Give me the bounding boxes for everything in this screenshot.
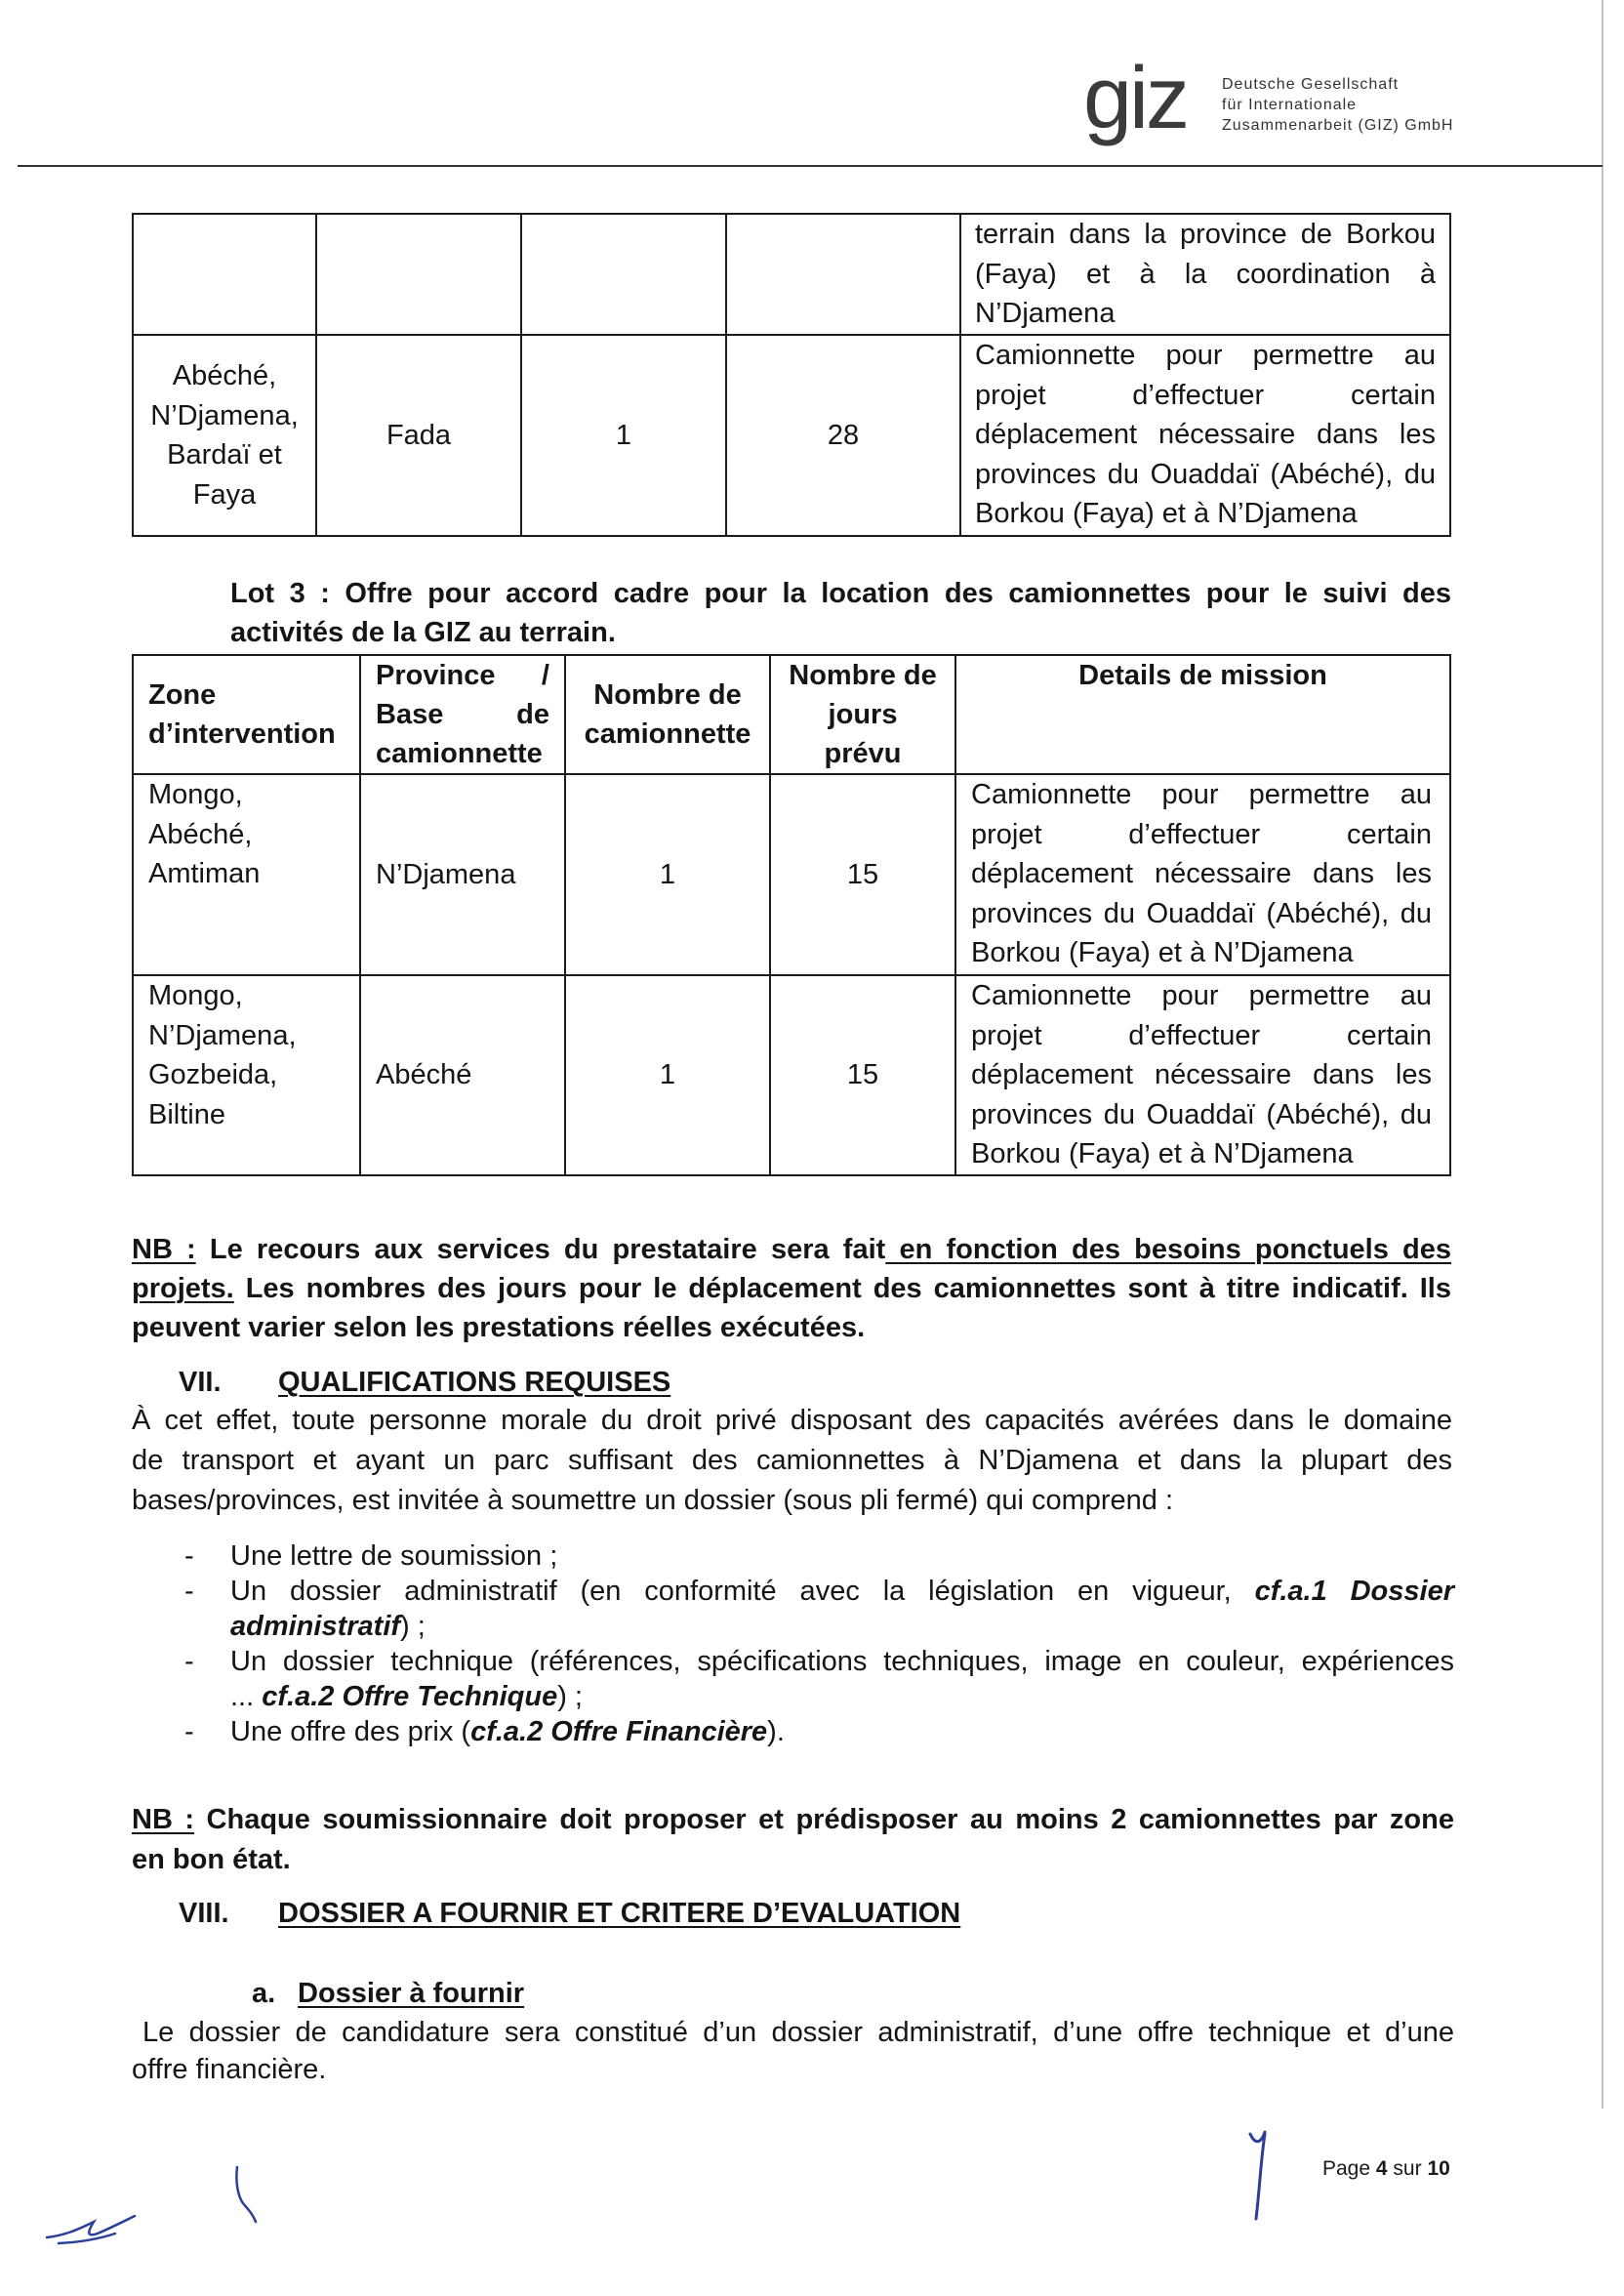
text-line: provinces du Ouaddaï (Abéché), du: [971, 1098, 1432, 1130]
total-pages: 10: [1427, 2157, 1450, 2180]
header-mission: Details de mission: [955, 655, 1450, 774]
of-label: sur: [1393, 2157, 1422, 2180]
subsection-title: Dossier à fournir: [298, 1978, 525, 2009]
base-cell: [316, 214, 521, 335]
list-item: [184, 1574, 1454, 1644]
item-reference: cf.a.2 Offre Technique: [262, 1681, 558, 1712]
text-line: déplacement nécessaire dans les: [971, 858, 1432, 889]
days-cell: 15: [770, 774, 955, 975]
item-text: ) ;: [400, 1611, 426, 1642]
base-cell: Abéché: [360, 975, 565, 1175]
text-line: Camionnette pour permettre au: [975, 340, 1436, 371]
nb-note-services: [132, 1230, 1451, 1347]
handwritten-mark: [236, 2167, 256, 2222]
header-rule: [18, 165, 1603, 167]
mission-cell: [960, 335, 1450, 536]
current-page: 4: [1375, 2157, 1388, 2180]
handwritten-initial: [1250, 2132, 1265, 2219]
item-reference: administratif: [230, 1611, 401, 1642]
text-line: camionnette: [376, 738, 543, 769]
vehicle-count-cell: [521, 214, 726, 335]
zone-cell: [133, 975, 360, 1175]
dossier-paragraph: [132, 2014, 1454, 2088]
qualifications-paragraph: [132, 1401, 1452, 1521]
zone-cell: [133, 214, 316, 335]
base-cell: N’Djamena: [360, 774, 565, 975]
list-item: [184, 1538, 1454, 1574]
vehicle-table-continued: [132, 213, 1451, 537]
mission-cell: [960, 214, 1450, 335]
nb-text: Les nombres des jours pour le déplacement des camionnettes sont à titre indicatif. Ils: [233, 1273, 1451, 1304]
text-line: activités de la GIZ au terrain.: [230, 617, 616, 648]
text-line: Abéché,: [148, 818, 253, 850]
days-cell: 28: [726, 335, 960, 536]
text-line: Nombre de: [593, 679, 742, 711]
text-line: Bardaï et: [167, 439, 282, 471]
scan-edge-line: [1602, 0, 1604, 2109]
text-line: À cet effet, toute personne morale du droit privé disposant des capacités avérées dans le domaine: [132, 1405, 1452, 1436]
item-text: ).: [767, 1716, 785, 1747]
nb-text: Chaque soumissionnaire doit proposer et prédisposer au moins 2 camionnettes par zone: [194, 1804, 1454, 1835]
vehicle-count-cell: 1: [521, 335, 726, 536]
table-header-row: [133, 655, 1450, 774]
text-line: Base de: [376, 699, 549, 730]
base-cell: Fada: [316, 335, 521, 536]
header-zone: [133, 655, 360, 774]
lot-3-table: [132, 654, 1451, 1176]
zone-cell: [133, 335, 316, 536]
text-line: projet d’effectuer certain: [971, 1019, 1432, 1051]
mission-cell: [955, 774, 1450, 975]
text-line: [230, 1714, 1454, 1749]
vehicle-count-cell: 1: [565, 975, 770, 1175]
item-reference: cf.a.1 Dossier: [1254, 1576, 1454, 1607]
table-row: [133, 214, 1450, 335]
text-line: Zone: [148, 679, 217, 711]
text-line: Le dossier de candidature sera constitué d’un dossier administratif, d’une offre technique et d’une: [142, 2017, 1454, 2048]
handwritten-signature: [47, 2216, 135, 2243]
section-number: VIII.: [179, 1898, 229, 1929]
text-line: Lot 3 : Offre pour accord cadre pour la location des camionnettes pour le suivi des: [230, 578, 1451, 609]
text-line: bases/provinces, est invitée à soumettre un dossier (sous pli fermé) qui comprend :: [132, 1485, 1174, 1516]
text-line: déplacement nécessaire dans les: [971, 1059, 1432, 1090]
text-line: peuvent varier selon les prestations réelles exécutées.: [132, 1312, 866, 1343]
section-number: VII.: [179, 1367, 222, 1398]
header-days: [770, 655, 955, 774]
section-title: QUALIFICATIONS REQUISES: [278, 1367, 671, 1398]
requirements-list: [184, 1538, 1454, 1749]
table-row: [133, 975, 1450, 1175]
text-line: de transport et ayant un parc suffisant des camionnettes à N’Djamena et dans la plupart des: [132, 1445, 1452, 1476]
text-line: N’Djamena: [975, 298, 1116, 329]
text-line: Nombre de: [789, 660, 937, 691]
text-line: Borkou (Faya) et à N’Djamena: [975, 498, 1358, 529]
days-cell: [726, 214, 960, 335]
text-line: Un dossier technique (références, spécifications techniques, image en couleur, expériences: [230, 1646, 1454, 1677]
header-vehicle-count: [565, 655, 770, 774]
list-dash: -: [184, 1716, 194, 1747]
text-line: [132, 1230, 1451, 1269]
nb-underlined-text: projets.: [132, 1273, 234, 1304]
text-line: Mongo,: [148, 779, 243, 810]
text-line: Camionnette pour permettre au: [971, 779, 1432, 810]
item-text: Une offre des prix (: [230, 1716, 471, 1747]
list-dash: -: [184, 1576, 194, 1607]
zone-cell: [133, 774, 360, 975]
item-text: ) ;: [557, 1681, 583, 1712]
logo-text-line: für Internationale: [1222, 97, 1358, 113]
logo-text-line: Deutsche Gesellschaft: [1222, 76, 1400, 93]
text-line: (Faya) et à la coordination à: [975, 258, 1436, 290]
logo-text-line: Zusammenarbeit (GIZ) GmbH: [1222, 117, 1454, 134]
item-reference: cf.a.2 Offre Financière: [470, 1716, 768, 1747]
page-number: [1322, 2156, 1450, 2182]
list-item: [184, 1644, 1454, 1714]
text-line: Une lettre de soumission ;: [230, 1540, 558, 1572]
item-text: ...: [230, 1681, 263, 1712]
list-item: [184, 1714, 1454, 1749]
text-line: Abéché,: [172, 360, 277, 391]
text-line: Camionnette pour permettre au: [971, 980, 1432, 1011]
list-dash: -: [184, 1540, 194, 1572]
text-line: Gozbeida,: [148, 1059, 278, 1090]
text-line: Borkou (Faya) et à N’Djamena: [971, 1138, 1354, 1169]
text-line: offre financière.: [132, 2054, 327, 2085]
text-line: Borkou (Faya) et à N’Djamena: [971, 937, 1354, 968]
lot-3-heading: [230, 574, 1451, 652]
text-line: déplacement nécessaire dans les: [975, 419, 1436, 450]
giz-logo: giz: [1083, 50, 1188, 147]
text-line: [132, 1800, 1454, 1840]
nb-label: NB :: [132, 1234, 196, 1265]
text-line: Mongo,: [148, 980, 243, 1011]
text-line: camionnette: [584, 718, 751, 750]
text-line: [230, 1574, 1454, 1609]
text-line: prévu: [824, 738, 902, 769]
nb-underlined-text: en fonction des besoins ponctuels des: [885, 1234, 1451, 1265]
text-line: Biltine: [148, 1098, 225, 1130]
text-line: [230, 1609, 1454, 1644]
days-cell: 15: [770, 975, 955, 1175]
text-line: Faya: [192, 478, 257, 511]
text-line: projet d’effectuer certain: [971, 818, 1432, 850]
nb-label: NB :: [132, 1804, 195, 1835]
text-line: projet d’effectuer certain: [975, 379, 1436, 411]
text-line: Amtiman: [148, 858, 261, 889]
nb-note-vehicles: [132, 1800, 1454, 1880]
text-line: provinces du Ouaddaï (Abéché), du: [971, 897, 1432, 929]
table-row: [133, 774, 1450, 975]
text-line: provinces du Ouaddaï (Abéché), du: [975, 458, 1436, 490]
list-dash: -: [184, 1646, 194, 1677]
subsection-letter: a.: [252, 1978, 276, 2009]
text-line: [132, 1269, 1451, 1308]
text-line: Province /: [376, 660, 549, 691]
text-line: en bon état.: [132, 1844, 291, 1875]
giz-logo-wordmark: [1222, 74, 1453, 136]
vehicle-count-cell: 1: [565, 774, 770, 975]
page-label: Page: [1322, 2157, 1371, 2180]
text-line: N’Djamena,: [148, 1019, 297, 1051]
text-line: jours: [828, 699, 898, 730]
item-text: Un dossier administratif (en conformité avec la législation en vigueur,: [230, 1576, 1255, 1607]
header-base: [360, 655, 565, 774]
section-title: DOSSIER A FOURNIR ET CRITERE D’EVALUATION: [278, 1898, 961, 1929]
text-line: d’intervention: [148, 718, 336, 750]
text-line: N’Djamena,: [150, 399, 299, 431]
text-line: terrain dans la province de Borkou: [975, 219, 1436, 250]
mission-cell: [955, 975, 1450, 1175]
table-row: [133, 335, 1450, 536]
nb-text: Le recours aux services du prestataire sera fait: [195, 1234, 886, 1265]
text-line: [230, 1679, 1454, 1714]
